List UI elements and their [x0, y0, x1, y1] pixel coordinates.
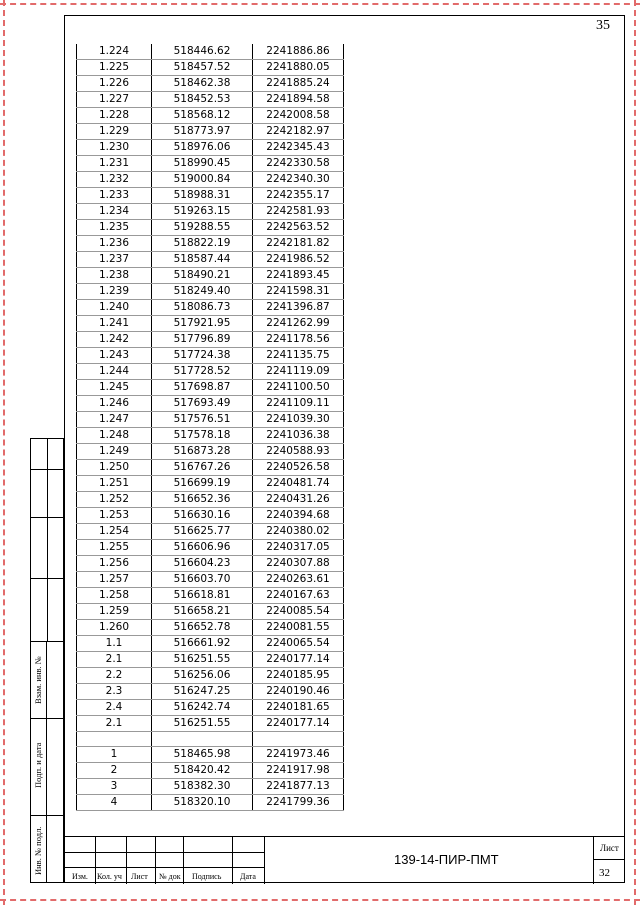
y-coordinate: 2241986.52	[253, 252, 344, 268]
table-row	[77, 588, 344, 604]
table-row	[77, 620, 344, 636]
cut-line-right	[634, 0, 636, 905]
y-coordinate: 2240526.58	[253, 460, 344, 476]
point-number: 2.3	[77, 684, 152, 700]
y-coordinate: 2240394.68	[253, 508, 344, 524]
x-coordinate: 517576.51	[152, 412, 253, 428]
x-coordinate: 517698.87	[152, 380, 253, 396]
y-coordinate	[253, 732, 344, 747]
point-number: 1.224	[77, 44, 152, 60]
x-coordinate: 517796.89	[152, 332, 253, 348]
y-coordinate: 2241894.58	[253, 92, 344, 108]
point-number: 1.254	[77, 524, 152, 540]
y-coordinate: 2241396.87	[253, 300, 344, 316]
table-row	[77, 156, 344, 172]
side-grid	[30, 438, 64, 642]
stamp-header-list: Лист	[131, 872, 148, 881]
x-coordinate: 516658.21	[152, 604, 253, 620]
y-coordinate: 2241880.05	[253, 60, 344, 76]
y-coordinate: 2241119.09	[253, 364, 344, 380]
x-coordinate: 518822.19	[152, 236, 253, 252]
point-number: 1.229	[77, 124, 152, 140]
point-number: 1.251	[77, 476, 152, 492]
x-coordinate: 516652.36	[152, 492, 253, 508]
table-row	[77, 572, 344, 588]
table-row	[77, 60, 344, 76]
y-coordinate: 2241917.98	[253, 763, 344, 779]
y-coordinate: 2240588.93	[253, 444, 344, 460]
point-number: 1.238	[77, 268, 152, 284]
y-coordinate: 2241886.86	[253, 44, 344, 60]
x-coordinate: 518420.42	[152, 763, 253, 779]
table-row	[77, 252, 344, 268]
sheet-number: 32	[599, 867, 610, 879]
point-number: 1.260	[77, 620, 152, 636]
x-coordinate: 518086.73	[152, 300, 253, 316]
y-coordinate: 2242330.58	[253, 156, 344, 172]
x-coordinate: 518462.38	[152, 76, 253, 92]
x-coordinate: 518988.31	[152, 188, 253, 204]
y-coordinate: 2242008.58	[253, 108, 344, 124]
stamp-divider	[95, 837, 96, 884]
x-coordinate: 519288.55	[152, 220, 253, 236]
point-number: 2.4	[77, 700, 152, 716]
y-coordinate: 2241100.50	[253, 380, 344, 396]
point-number: 1.228	[77, 108, 152, 124]
y-coordinate: 2240481.74	[253, 476, 344, 492]
table-row	[77, 476, 344, 492]
sheet-label: Лист	[600, 843, 619, 853]
stamp-row-line	[64, 852, 264, 853]
x-coordinate: 518320.10	[152, 795, 253, 811]
point-number: 1.258	[77, 588, 152, 604]
point-number: 1.240	[77, 300, 152, 316]
table-row	[77, 124, 344, 140]
y-coordinate: 2240081.55	[253, 620, 344, 636]
y-coordinate: 2240263.61	[253, 572, 344, 588]
point-number: 1.225	[77, 60, 152, 76]
table-row	[77, 700, 344, 716]
coordinates-table	[76, 44, 344, 811]
point-number: 1.1	[77, 636, 152, 652]
point-number: 3	[77, 779, 152, 795]
table-row	[77, 284, 344, 300]
side-label-inv: Инв. № подл.	[33, 826, 43, 875]
stamp-row-line	[64, 867, 264, 868]
point-number: 1.252	[77, 492, 152, 508]
x-coordinate: 519263.15	[152, 204, 253, 220]
stamp-divider	[232, 837, 233, 884]
x-coordinate: 518249.40	[152, 284, 253, 300]
cut-line-bottom	[0, 899, 640, 901]
y-coordinate: 2240177.14	[253, 652, 344, 668]
point-number: 1.246	[77, 396, 152, 412]
x-coordinate: 516242.74	[152, 700, 253, 716]
x-coordinate: 516606.96	[152, 540, 253, 556]
point-number: 1.230	[77, 140, 152, 156]
stamp-row-line	[593, 859, 625, 860]
x-coordinate: 516661.92	[152, 636, 253, 652]
y-coordinate: 2241877.13	[253, 779, 344, 795]
table-row	[77, 428, 344, 444]
table-row	[77, 76, 344, 92]
y-coordinate: 2240085.54	[253, 604, 344, 620]
y-coordinate: 2240307.88	[253, 556, 344, 572]
point-number: 1.232	[77, 172, 152, 188]
point-number: 1.235	[77, 220, 152, 236]
x-coordinate: 517921.95	[152, 316, 253, 332]
y-coordinate: 2240431.26	[253, 492, 344, 508]
point-number: 1.244	[77, 364, 152, 380]
x-coordinate: 516251.55	[152, 652, 253, 668]
table-row	[77, 779, 344, 795]
y-coordinate: 2240190.46	[253, 684, 344, 700]
page-number: 35	[596, 18, 610, 33]
table-row	[77, 172, 344, 188]
y-coordinate: 2240380.02	[253, 524, 344, 540]
x-coordinate: 516625.77	[152, 524, 253, 540]
point-number: 1.253	[77, 508, 152, 524]
x-coordinate: 516699.19	[152, 476, 253, 492]
y-coordinate: 2241893.45	[253, 268, 344, 284]
y-coordinate: 2240181.65	[253, 700, 344, 716]
side-cell-divider	[46, 641, 47, 883]
y-coordinate: 2242355.17	[253, 188, 344, 204]
y-coordinate: 2241135.75	[253, 348, 344, 364]
y-coordinate: 2242563.52	[253, 220, 344, 236]
x-coordinate: 516630.16	[152, 508, 253, 524]
point-number: 2.2	[77, 668, 152, 684]
point-number: 1.250	[77, 460, 152, 476]
table-row	[77, 747, 344, 763]
x-coordinate: 518382.30	[152, 779, 253, 795]
y-coordinate: 2241036.38	[253, 428, 344, 444]
point-number: 1.239	[77, 284, 152, 300]
y-coordinate: 2241039.30	[253, 412, 344, 428]
point-number: 2.1	[77, 716, 152, 732]
point-number	[77, 732, 152, 747]
stamp-header-sign: Подпись	[192, 872, 222, 881]
x-coordinate: 516251.55	[152, 716, 253, 732]
table-row	[77, 732, 344, 747]
y-coordinate: 2241973.46	[253, 747, 344, 763]
point-number: 1.256	[77, 556, 152, 572]
y-coordinate: 2242581.93	[253, 204, 344, 220]
stamp-header-izm: Изм.	[72, 872, 88, 881]
point-number: 1.233	[77, 188, 152, 204]
x-coordinate: 516767.26	[152, 460, 253, 476]
stamp-header-date: Дата	[240, 872, 256, 881]
point-number: 1.247	[77, 412, 152, 428]
x-coordinate: 516604.23	[152, 556, 253, 572]
point-number: 1.242	[77, 332, 152, 348]
y-coordinate: 2242181.82	[253, 236, 344, 252]
stamp-divider	[155, 837, 156, 884]
table-row	[77, 668, 344, 684]
document-code: 139-14-ПИР-ПМТ	[394, 852, 499, 867]
table-row	[77, 795, 344, 811]
y-coordinate: 2240177.14	[253, 716, 344, 732]
point-number: 1.241	[77, 316, 152, 332]
x-coordinate: 516618.81	[152, 588, 253, 604]
x-coordinate: 516652.78	[152, 620, 253, 636]
y-coordinate: 2241178.56	[253, 332, 344, 348]
x-coordinate: 517578.18	[152, 428, 253, 444]
point-number: 2.1	[77, 652, 152, 668]
y-coordinate: 2240065.54	[253, 636, 344, 652]
x-coordinate: 516603.70	[152, 572, 253, 588]
point-number: 1.248	[77, 428, 152, 444]
y-coordinate: 2242182.97	[253, 124, 344, 140]
x-coordinate: 517693.49	[152, 396, 253, 412]
x-coordinate: 518976.06	[152, 140, 253, 156]
point-number: 1.231	[77, 156, 152, 172]
x-coordinate: 518452.53	[152, 92, 253, 108]
point-number: 4	[77, 795, 152, 811]
x-coordinate: 516256.06	[152, 668, 253, 684]
table-row	[77, 556, 344, 572]
x-coordinate: 517724.38	[152, 348, 253, 364]
table-row	[77, 108, 344, 124]
table-row	[77, 412, 344, 428]
title-block	[64, 836, 625, 883]
x-coordinate: 518446.62	[152, 44, 253, 60]
table-row	[77, 524, 344, 540]
table-row	[77, 492, 344, 508]
stamp-header-kol: Кол. уч	[97, 872, 122, 881]
table-row	[77, 204, 344, 220]
x-coordinate	[152, 732, 253, 747]
point-number: 1.243	[77, 348, 152, 364]
point-number: 1.236	[77, 236, 152, 252]
x-coordinate: 518457.52	[152, 60, 253, 76]
table-row	[77, 716, 344, 732]
table-row	[77, 236, 344, 252]
table-row	[77, 380, 344, 396]
point-number: 1.257	[77, 572, 152, 588]
table-row	[77, 763, 344, 779]
y-coordinate: 2241262.99	[253, 316, 344, 332]
table-row	[77, 92, 344, 108]
table-row	[77, 220, 344, 236]
table-row	[77, 316, 344, 332]
cut-line-left	[3, 0, 5, 905]
y-coordinate: 2241799.36	[253, 795, 344, 811]
stamp-divider	[183, 837, 184, 884]
stamp-divider	[593, 837, 594, 884]
table-row	[77, 604, 344, 620]
point-number: 1.227	[77, 92, 152, 108]
stamp-divider	[264, 837, 265, 884]
y-coordinate: 2241885.24	[253, 76, 344, 92]
point-number: 1.234	[77, 204, 152, 220]
point-number: 1.255	[77, 540, 152, 556]
point-number: 1.259	[77, 604, 152, 620]
table-row	[77, 636, 344, 652]
stamp-divider	[126, 837, 127, 884]
side-label-vzam: Взам. инв. №	[33, 656, 43, 704]
point-number: 1	[77, 747, 152, 763]
cut-line-top	[0, 3, 640, 5]
x-coordinate: 518490.21	[152, 268, 253, 284]
x-coordinate: 516247.25	[152, 684, 253, 700]
x-coordinate: 518773.97	[152, 124, 253, 140]
table-row	[77, 508, 344, 524]
y-coordinate: 2240167.63	[253, 588, 344, 604]
table-row	[77, 268, 344, 284]
y-coordinate: 2240317.05	[253, 540, 344, 556]
point-number: 1.249	[77, 444, 152, 460]
y-coordinate: 2241109.11	[253, 396, 344, 412]
table-row	[77, 300, 344, 316]
y-coordinate: 2242345.43	[253, 140, 344, 156]
stamp-header-doc: № док	[159, 872, 181, 881]
table-row	[77, 332, 344, 348]
x-coordinate: 518587.44	[152, 252, 253, 268]
table-row	[77, 396, 344, 412]
table-row	[77, 44, 344, 60]
point-number: 1.245	[77, 380, 152, 396]
table-row	[77, 188, 344, 204]
side-grid-divider	[47, 438, 48, 642]
table-row	[77, 348, 344, 364]
table-row	[77, 444, 344, 460]
y-coordinate: 2240185.95	[253, 668, 344, 684]
point-number: 2	[77, 763, 152, 779]
y-coordinate: 2242340.30	[253, 172, 344, 188]
table-row	[77, 652, 344, 668]
table-row	[77, 684, 344, 700]
table-row	[77, 140, 344, 156]
x-coordinate: 519000.84	[152, 172, 253, 188]
x-coordinate: 517728.52	[152, 364, 253, 380]
table-row	[77, 540, 344, 556]
x-coordinate: 518465.98	[152, 747, 253, 763]
table-row	[77, 460, 344, 476]
table-row	[77, 364, 344, 380]
x-coordinate: 516873.28	[152, 444, 253, 460]
x-coordinate: 518990.45	[152, 156, 253, 172]
point-number: 1.237	[77, 252, 152, 268]
x-coordinate: 518568.12	[152, 108, 253, 124]
point-number: 1.226	[77, 76, 152, 92]
y-coordinate: 2241598.31	[253, 284, 344, 300]
side-label-podp: Подп. и дата	[33, 742, 43, 788]
